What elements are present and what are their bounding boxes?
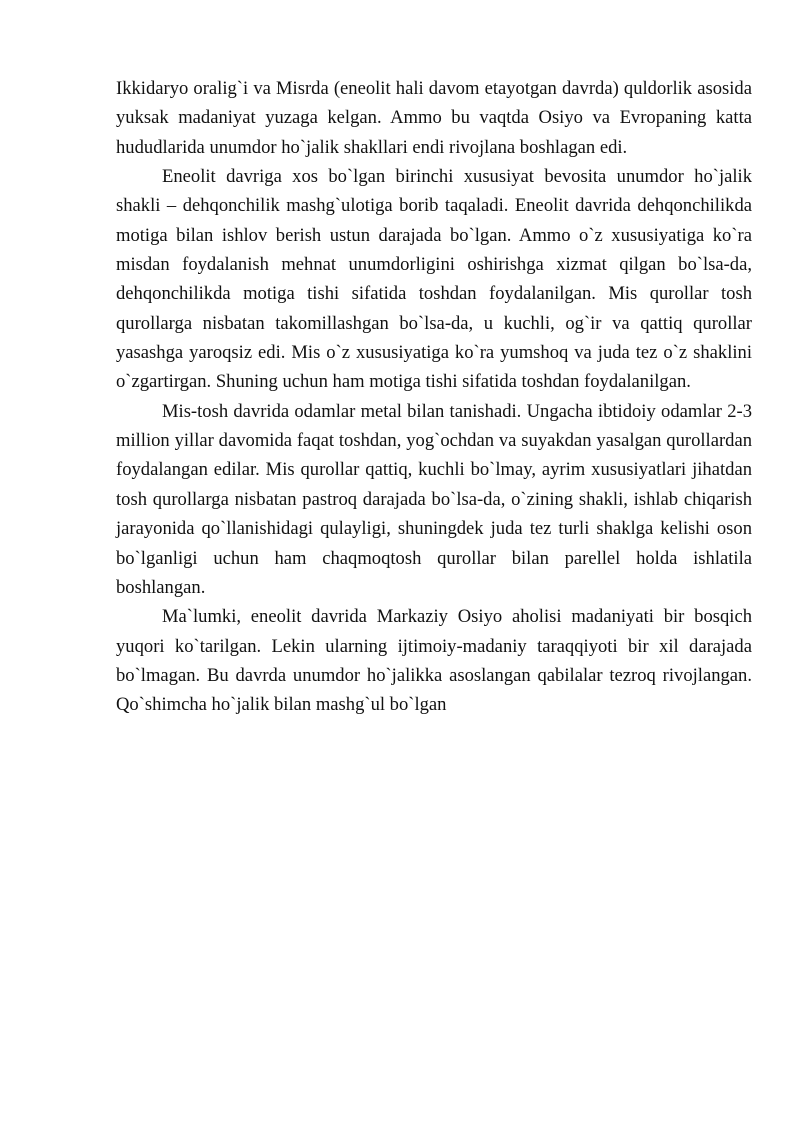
paragraph-copper-stone-age: Mis-tosh davrida odamlar metal bilan tanishadi. Ungacha ibtidoiy odamlar 2-3 million yillar davomida faqat toshdan, yog`ochdan va suyakdan yasalgan qurollardan foydalangan edilar. Mis qurollar qattiq, kuchli bo`lmay, ayrim xususiyatlari jihatdan tosh qurollarga nisbatan pastroq darajada bo`lsa-da, o`zining shakli, ishlab chiqarish jarayonida qo`llanishidagi qulayligi, shuningdek juda tez turli shaklga kelishi oson bo`lganligi uchun ham chaqmoqtosh qurollar bilan parellel holda ishlatila boshlangan.	[116, 400, 752, 598]
paragraph-eneolit-farming: Eneolit davriga xos bo`lgan birinchi xususiyat bevosita unumdor ho`jalik shakli – dehqonchilik mashg`ulotiga borib taqaladi. Eneolit davrida dehqonchilikda motiga bilan ishlov berish ustun darajada bo`lgan. Ammo o`z xususiyatiga ko`ra misdan foydalanish mehnat unumdorligini oshirishga xizmat qilgan bo`lsa-da, dehqonchilikda motiga tishi sifatida toshdan foydalanilgan. Mis qurollar tosh qurollarga nisbatan takomillashgan bo`lsa-da, u kuchli, og`ir va qattiq qurollar yasashga yaroqsiz edi. Mis o`z xususiyatiga ko`ra yumshoq va juda tez o`z shaklini o`zgartirgan. Shuning uchun ham motiga tishi sifatida toshdan foydalanilgan.	[116, 166, 752, 393]
paragraph-central-asia: Ma`lumki, eneolit davrida Markaziy Osiyo aholisi madaniyati bir bosqich yuqori ko`tarilgan. Lekin ularning ijtimoiy-madaniy taraqqiyoti bir xil darajada bo`lmagan. Bu davrda unumdor ho`jalikka asoslangan qabilalar tezroq rivojlangan. Qo`shimcha ho`jalik bilan mashg`ul bo`lgan	[116, 606, 752, 716]
body-text	[116, 74, 752, 720]
paragraph-continuation: Ikkidaryo oralig`i va Misrda (eneolit hali davom etayotgan davrda) quldorlik asosida yuksak madaniyat yuzaga kelgan. Ammo bu vaqtda Osiyo va Evropaning katta hududlarida unumdor ho`jalik shakllari endi rivojlana boshlagan edi.	[116, 78, 752, 158]
